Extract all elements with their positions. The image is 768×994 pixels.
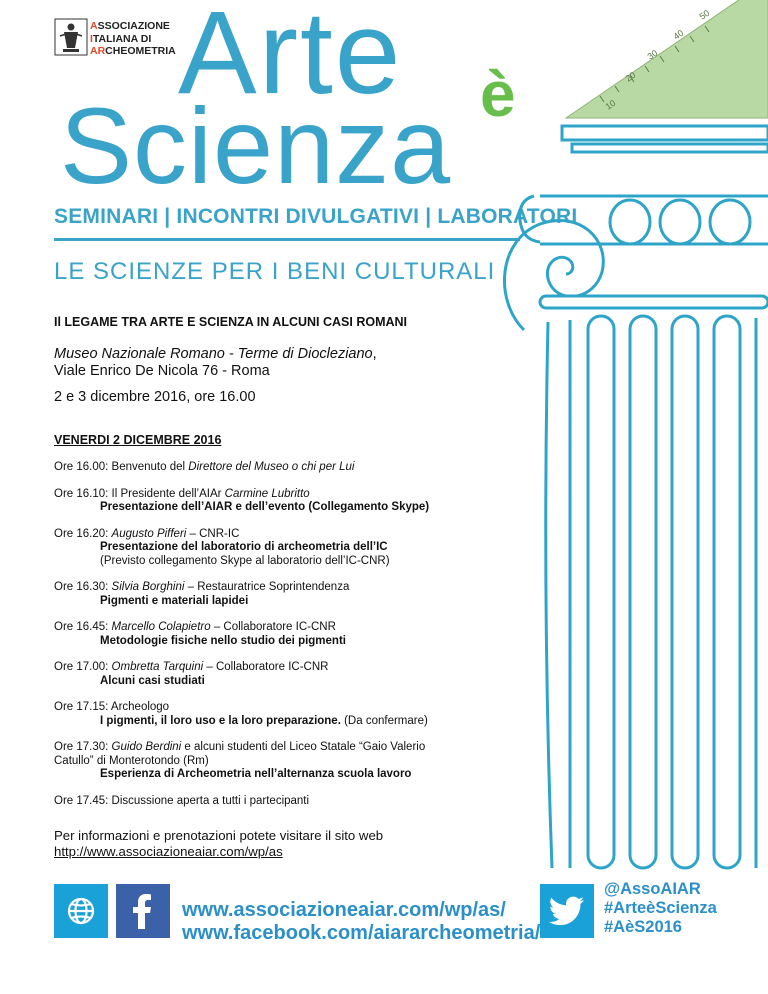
item-time: Ore 16.00: Benvenuto del [54, 461, 189, 473]
item-role: – Collaboratore IC-CNR [203, 661, 329, 673]
item-talk: I pigmenti, il loro uso e la loro preparazione. [100, 714, 341, 727]
item-time: Ore 16.20: [54, 527, 112, 540]
event-title: Il LEGAME TRA ARTE E SCIENZA IN ALCUNI CASI ROMANI [54, 315, 408, 329]
venue-name: Museo Nazionale Romano - Terme di Diocleziano [54, 346, 373, 362]
venue: Museo Nazionale Romano - Terme di Diocleziano, Viale Enrico De Nicola 76 - Roma [54, 346, 377, 379]
association-logo [54, 18, 88, 56]
item-time: Ore 16.10: Il Presidente dell’AIAr [54, 487, 225, 500]
ruler-label-20: 20 [623, 69, 638, 84]
ruler-label-30: 30 [645, 47, 660, 62]
item-speaker: Guido Berdini [111, 741, 182, 753]
title-arte: Arte [178, 0, 403, 119]
program-item [54, 661, 524, 688]
program-item [54, 581, 524, 608]
item-role: – Restauratrice Soprintendenza [184, 581, 350, 593]
item-note: (Da confermare) [340, 714, 428, 727]
subtitle: LE SCIENZE PER I BENI CULTURALI [54, 258, 496, 285]
twitter-button[interactable] [540, 884, 594, 938]
program-item [54, 741, 524, 782]
twitter-icon [549, 896, 585, 926]
item-time: Ore 17.30: [54, 741, 112, 753]
event-date: 2 e 3 dicembre 2016, ore 16.00 [54, 389, 256, 405]
association-name [90, 20, 176, 58]
item-speaker: Ombretta Tarquini [111, 661, 204, 673]
item-talk: Pigmenti e materiali lapidei [100, 594, 249, 607]
facebook-url[interactable]: www.facebook.com/aiararcheometria/ [182, 922, 541, 944]
program-item [54, 461, 524, 475]
item-time: Ore 17.15: Archeologo [54, 701, 170, 713]
facebook-icon [128, 893, 158, 929]
association-line-3-text: CHEOMETRIA [105, 45, 176, 57]
info-link[interactable]: http://www.associazioneaiar.com/wp/as [54, 843, 283, 859]
association-line-3: ARCHEOMETRIA [90, 45, 176, 57]
tagline: SEMINARI | INCONTRI DIVULGATIVI | LABORATORI [54, 205, 578, 228]
item-time: Ore 17.45: Discussione aperta a tutti i partecipanti [54, 794, 310, 807]
hashtag-2[interactable]: #AèS2016 [604, 918, 682, 936]
info-block [54, 828, 383, 859]
item-talk: Esperienza di Archeometria nell’alternanza scuola lavoro [100, 768, 412, 780]
ruler-triangle [566, 0, 768, 118]
program-item [54, 701, 524, 728]
association-line-2-text: TALIANA DI [92, 32, 152, 45]
item-talk: Presentazione dell’AIAR e dell’evento (Collegamento Skype) [100, 501, 430, 513]
info-text: Per informazioni e prenotazioni potete visitare il sito web [54, 828, 384, 843]
item-role-cont: Catullo” di Monterotondo (Rm) [54, 754, 209, 767]
globe-icon [64, 894, 98, 928]
item-role: – Collaboratore IC-CNR [210, 621, 336, 633]
item-role: – CNR-IC [186, 527, 240, 540]
twitter-handle[interactable]: @AssoAIAR [604, 880, 701, 898]
item-note: (Previsto collegamento Skype al laboratorio dell’IC-CNR) [100, 554, 390, 567]
item-time: Ore 17.00: [54, 661, 112, 673]
web-button[interactable] [54, 884, 108, 938]
item-speaker: Silvia Borghini [111, 581, 185, 593]
item-time: Ore 16.45: [54, 621, 112, 633]
website-url[interactable]: www.associazioneaiar.com/wp/as/ [182, 899, 506, 921]
item-speaker: Carmine Lubritto [224, 487, 310, 500]
program-item [54, 795, 524, 809]
association-line-1: ASSOCIAZIONE [90, 20, 170, 32]
association-line-1-text: SSOCIAZIONE [97, 20, 170, 32]
item-speaker: Marcello Colapietro [111, 621, 211, 633]
header-divider [54, 238, 520, 241]
hashtag-1[interactable]: #ArteèScienza [604, 899, 717, 917]
program-list [54, 461, 524, 821]
ionic-column-decoration [500, 0, 768, 994]
item-speaker: Augusto Pifferi [111, 527, 187, 540]
venue-address: Viale Enrico De Nicola 76 - Roma [54, 363, 270, 379]
social-tags [604, 880, 717, 937]
ruler-label-10: 10 [603, 97, 618, 112]
ruler-label-40: 40 [671, 27, 686, 42]
title-e: è [480, 58, 516, 130]
item-time: Ore 16.30: [54, 581, 112, 593]
ruler-label-50: 50 [697, 7, 712, 22]
program-item [54, 528, 524, 569]
item-speaker: Direttore del Museo o chi per Lui [188, 461, 355, 473]
item-talk: Presentazione del laboratorio di archeometria dell’IC [100, 541, 388, 553]
program-item [54, 488, 524, 515]
item-talk: Metodologie fisiche nello studio dei pigmenti [100, 634, 346, 647]
program-item [54, 621, 524, 648]
item-talk: Alcuni casi studiati [100, 674, 205, 687]
item-role: e alcuni studenti del Liceo Statale “Gaio Valerio [181, 741, 426, 753]
facebook-button[interactable] [116, 884, 170, 938]
title-scienza: Scienza [60, 85, 452, 206]
day-heading: VENERDI 2 DICEMBRE 2016 [54, 433, 222, 447]
association-line-2: ITALIANA DI [90, 32, 152, 45]
